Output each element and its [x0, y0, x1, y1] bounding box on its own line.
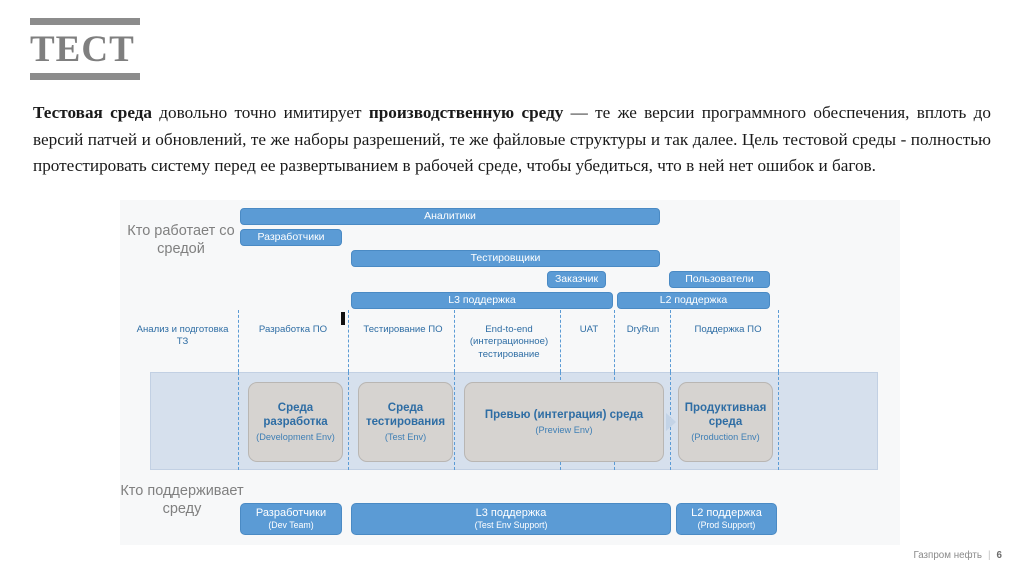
environment-box-subtitle: (Production Env) [691, 432, 760, 442]
support-bar-subtitle: (Dev Team) [268, 520, 314, 530]
column-divider [454, 310, 455, 372]
page-title: ТЕСТ [30, 29, 135, 70]
environment-box [248, 382, 343, 462]
role-bar: Разработчики [240, 229, 342, 246]
environment-box-title: Продуктивная среда [684, 402, 767, 428]
role-bar: Аналитики [240, 208, 660, 225]
environment-divider [238, 372, 239, 470]
column-divider [238, 310, 239, 372]
environment-divider [454, 372, 455, 470]
environment-diagram [120, 200, 900, 545]
phase-column-label: UAT [579, 324, 599, 335]
column-divider [560, 310, 561, 372]
caption-who-works-with-env: Кто работает со средой [127, 223, 235, 257]
role-bar: Тестировщики [351, 250, 660, 267]
body-paragraph: Тестовая среда довольно точно имитирует производственную среду — те же версии программного обеспечения, вплоть до версий патчей и обновлений, те же наборы разрешений, те же файловые структуры и так далее. Цель тестовой среды - полностью протестировать систему перед ее развертыванием в рабочей среде, чтобы убедиться, что в ней нет ошибок и багов. [33, 103, 992, 175]
phase-column-label: Поддержка ПО [694, 324, 762, 335]
environment-divider [348, 372, 349, 470]
environment-box-subtitle: (Preview Env) [535, 425, 593, 435]
support-bar [676, 503, 777, 535]
support-bar-title: L2 поддержка [691, 507, 762, 519]
environment-divider [778, 372, 779, 470]
phase-column-label: End-to-end (интеграционное) тестирование [469, 324, 549, 360]
role-bar: Заказчик [547, 271, 606, 288]
role-bar: L3 поддержка [351, 292, 613, 309]
support-bar-subtitle: (Test Env Support) [474, 520, 548, 530]
environment-box-title: Превью (интеграция) среда [484, 409, 644, 421]
role-bar: L2 поддержка [617, 292, 770, 309]
environment-box-subtitle: (Development Env) [256, 432, 335, 442]
title-rule-bottom [30, 73, 140, 80]
support-bar-subtitle: (Prod Support) [697, 520, 756, 530]
phase-columns-strip [120, 310, 900, 372]
phase-column-label: Анализ и подготовка ТЗ [136, 324, 229, 348]
environment-box [358, 382, 453, 462]
footer-brand: Газпром нефть [913, 550, 982, 561]
footer-separator: | [988, 550, 991, 561]
title-rule-top [30, 18, 140, 25]
environment-box [678, 382, 773, 462]
phase-column-label: DryRun [626, 324, 660, 335]
footer-page-number: 6 [996, 550, 1002, 561]
flow-arrow-icon [666, 413, 676, 431]
environment-box [464, 382, 664, 462]
support-bar [240, 503, 342, 535]
column-divider [778, 310, 779, 372]
phase-column-label: Тестирование ПО [363, 324, 443, 335]
support-bar [351, 503, 671, 535]
column-divider [614, 310, 615, 372]
environment-box-subtitle: (Test Env) [384, 432, 427, 442]
footer [913, 550, 1002, 561]
column-divider [348, 310, 349, 372]
environment-box-title: Среда разработка [263, 402, 328, 428]
role-bar: Пользователи [669, 271, 770, 288]
column-divider [670, 310, 671, 372]
support-bar-title: L3 поддержка [475, 507, 547, 519]
environment-box-title: Среда тестирования [365, 402, 446, 428]
caption-who-supports-env: Кто поддерживает среду [120, 483, 244, 517]
slide-title-block [30, 18, 140, 80]
support-bar-title: Разработчики [255, 507, 327, 519]
phase-column-label: Разработка ПО [258, 324, 328, 335]
